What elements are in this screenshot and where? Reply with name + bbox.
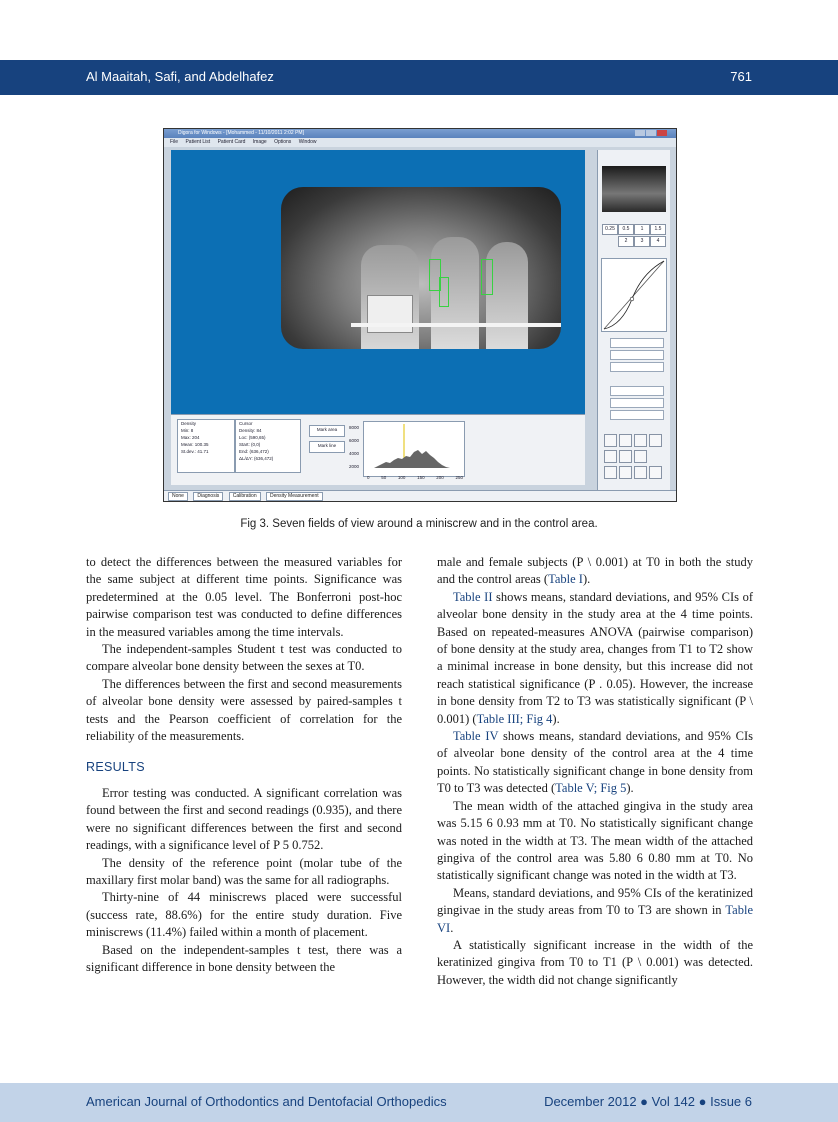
density-box [177, 419, 235, 473]
zoom-button: 3 [634, 236, 650, 247]
circle-tool-icon [619, 466, 632, 479]
radiograph-viewer [171, 150, 585, 414]
maximize-icon [646, 130, 656, 136]
measure-tool-icon [604, 434, 617, 447]
bottom-tabs [164, 490, 676, 501]
tab-density-measurement: Density Measurement [266, 492, 323, 501]
cursor-end: End: (636,472) [239, 449, 269, 454]
radiograph-image [281, 187, 561, 349]
table-6-link[interactable]: Table VI [437, 903, 753, 935]
density-min: Min: 8 [181, 428, 194, 433]
cursor-delta: ΔL/ΔY: (636,472) [239, 456, 274, 461]
menu-options: Options [274, 139, 292, 145]
table-1-link[interactable]: Table I [548, 572, 583, 587]
cursor-density: Density: 84 [239, 428, 262, 433]
save-icon [619, 450, 632, 463]
close-icon [657, 130, 667, 136]
paragraph: The independent-samples Student t test was conducted to compare alveolar bone density between the sexes at T0. [86, 642, 402, 674]
contrast-curve [601, 258, 667, 332]
page-number: 761 [730, 69, 752, 84]
figure-3-screenshot [163, 128, 677, 502]
filter-slider [610, 386, 664, 396]
menu-window: Window [298, 139, 317, 145]
menu-patient-list: Patient List [185, 139, 211, 145]
zoom-button: 4 [650, 236, 666, 247]
cursor-box [235, 419, 301, 473]
zoom-button: 0.25 [602, 224, 618, 235]
minimize-icon [635, 130, 645, 136]
text-tool-icon [604, 466, 617, 479]
zoom-button: 1 [634, 224, 650, 235]
app-menubar [164, 138, 676, 147]
paragraph: Means, standard deviations, and 95% CIs of the keratinized gingivae in the study areas from T0 to T3 are shown in Table VI. [437, 885, 753, 935]
undo-icon [634, 434, 647, 447]
paragraph: The density of the reference point (molar tube of the maxillary first molar band) was the same for all radiographs. [86, 855, 402, 887]
paragraph: Error testing was conducted. A significant correlation was found between the first and second readings (0.935), and there were no significant differences between the first and second readings, with a significance level of P 5 0.752. [86, 785, 402, 853]
histogram-y-ticks: 8000 6000 4000 2000 [349, 425, 360, 469]
zoom-tool-icon [649, 466, 662, 479]
right-column [437, 554, 753, 989]
results-heading: RESULTS [86, 760, 145, 775]
histogram-x-ticks: 0 50 100 150 200 250 [367, 475, 463, 480]
running-header-authors: Al Maaitah, Safi, and Abdelhafez [86, 69, 274, 84]
table-3-fig-4-link[interactable]: Table III; Fig 4 [476, 711, 553, 726]
issue-info: December 2012 ● Vol 142 ● Issue 6 [544, 1094, 752, 1109]
density-info-panel [171, 414, 585, 485]
density-mean: Mean: 100.35 [181, 442, 209, 447]
mark-line-button: Mark line [309, 441, 345, 453]
pen-icon [634, 466, 647, 479]
print-icon [634, 450, 647, 463]
window-controls [634, 130, 670, 136]
gamma-slider [610, 362, 664, 372]
table-2-link[interactable]: Table II [453, 589, 493, 604]
histogram-plot [364, 422, 464, 476]
tab-calibration: Calibration [229, 492, 261, 501]
paragraph: A statistically significant increase in the width of the keratinized gingiva from T0 to T1 (P \ 0.001) was detected. However, the width did not change significantly [437, 937, 753, 987]
zoom-button: 2 [618, 236, 634, 247]
contrast-slider [610, 350, 664, 360]
tab-none: None [168, 492, 188, 501]
paragraph: to detect the differences between the measured variables for the same subject at different time points. Significance was predetermined at the 0.05 level. The Bonferroni post-hoc pairwise comparison test was conducted to define differences in the measured variables among the time intervals. [86, 555, 402, 639]
menu-image: Image [252, 139, 267, 145]
journal-name: American Journal of Orthodontics and Dentofacial Orthopedics [86, 1094, 447, 1109]
thumbnail-image [602, 166, 666, 212]
menu-file: File [170, 139, 179, 145]
paragraph: The differences between the first and second measurements of alveolar bone density were assessed by paired-samples t tests and the Pearson coefficient of correlation for the reliability of the measurements. [86, 676, 402, 744]
paragraph: male and female subjects (P \ 0.001) at T0 in both the study and the control areas (Table I). [437, 555, 753, 587]
brightness-slider [610, 338, 664, 348]
running-header [0, 60, 838, 95]
paragraph: Table IV shows means, standard deviations, and 95% CIs of alveolar bone density of the control area at the 4 time points. No statistically significant change in bone density from T0 to T3 was detected (Table V; Fig 5). [437, 729, 753, 796]
tool-panel [597, 150, 670, 495]
running-footer [0, 1083, 838, 1122]
density-label: Density [181, 421, 197, 426]
curve-graph [602, 259, 666, 331]
angle-tool-icon [619, 434, 632, 447]
paragraph: Based on the independent-samples t test, there was a significant difference in bone density between the [86, 942, 402, 974]
histogram [363, 421, 465, 477]
density-max: Max: 204 [181, 435, 200, 440]
sharpen-slider [610, 398, 664, 408]
emboss-slider [610, 410, 664, 420]
app-titlebar [164, 129, 676, 138]
figure-caption: Fig 3. Seven fields of view around a miniscrew and in the control area. [240, 518, 598, 530]
table-5-fig-5-link[interactable]: Table V; Fig 5 [555, 781, 627, 796]
density-sd: St.dev.: 41.71 [181, 449, 209, 454]
cursor-loc: Loc: (590,65) [239, 435, 266, 440]
table-4-link[interactable]: Table IV [453, 729, 499, 744]
zoom-button: 0.5 [618, 224, 634, 235]
histogram-tool-icon [604, 450, 617, 463]
left-column [86, 554, 402, 976]
paragraph: Table II shows means, standard deviations, and 95% CIs of alveolar bone density in the study area at the 4 time points. Based on repeated-measures ANOVA (pairwise comparison) of bone density at the study area, changes from T1 to T2 show a minimal increase in bone density, but this increase did not reach statistical significance (P . 0.05). However, the increase in bone density from T2 to T3 was statistically significant (P \ 0.001) (Table III; Fig 4). [437, 589, 753, 726]
tab-diagnosis: Diagnosis [193, 492, 223, 501]
mark-area-button: Mark area [309, 425, 345, 437]
app-title: Digora for Windows - [Mohammed - 11/10/2011 2:02 PM] [178, 130, 304, 136]
cursor-start: Start: (0,0) [239, 442, 261, 447]
paragraph: Thirty-nine of 44 miniscrews placed were successful (success rate, 88.6%) for the entire study duration. Five miniscrews (11.4%) failed within a month of placement. [86, 890, 402, 940]
zoom-button: 1.5 [650, 224, 666, 235]
menu-patient-card: Patient Card [217, 139, 246, 145]
cursor-label: Cursor [239, 421, 253, 426]
hand-icon [649, 434, 662, 447]
paragraph: The mean width of the attached gingiva in the study area was 5.15 6 0.93 mm at T0. No statistically significant change was noted in the width at T3. The mean width of the attached gingiva of the control area was 5.80 6 0.80 mm at T0. No statistically significant change was noted in the width at T3. [437, 798, 753, 883]
